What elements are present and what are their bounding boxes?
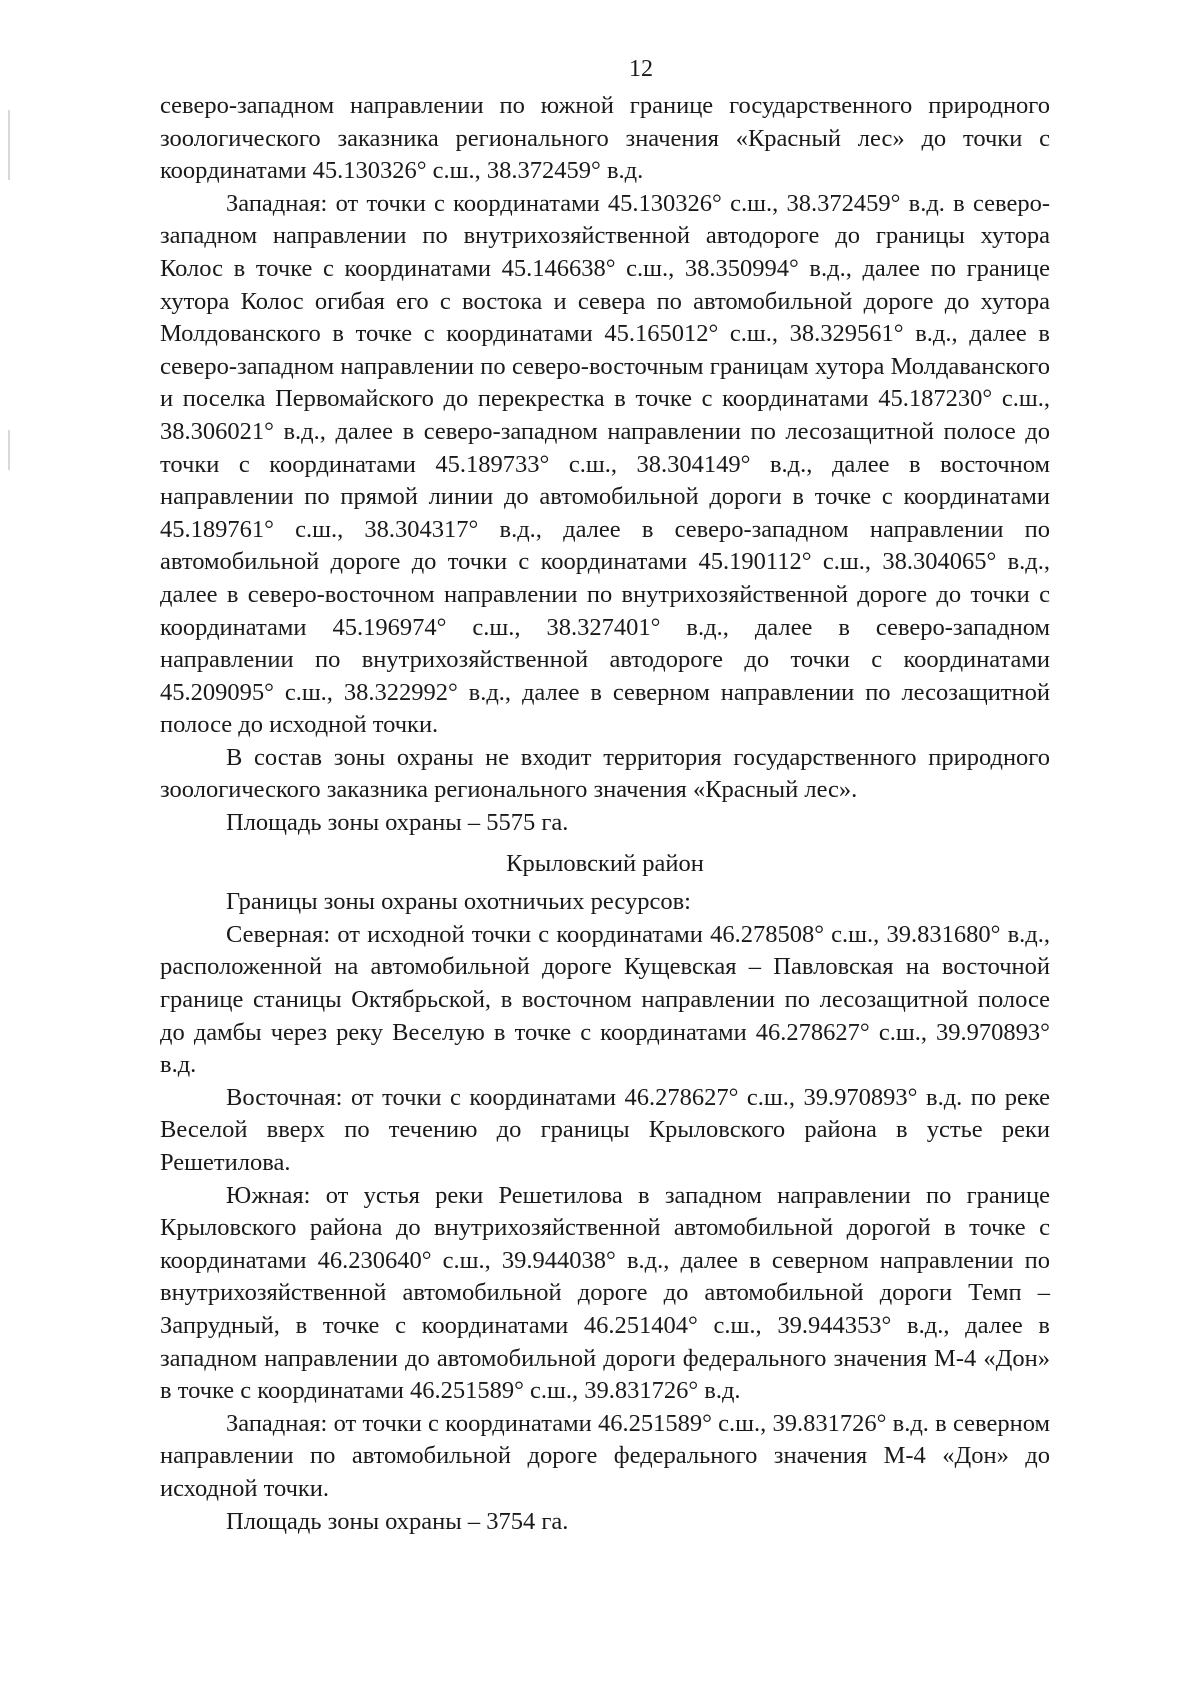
section-heading: Крыловский район — [506, 849, 704, 877]
paragraph-southern-boundary: Южная: от устья реки Решетилова в западном направлении по границе Крыловского района до внутрихозяйственной автомобильной дорогой в точке с координатами 46.230640° с.ш., 39.944038° в.д., далее в северном направлении по внутрихозяйственной автомобильной дороге до автомобильной дороги Темп – Запрудный, в точке с координатами 46.251404° с.ш., 39.944353° в.д., далее в западном направлении до автомобильной дороги федерального значения М-4 «Дон» в точке с координатами 46.251589° с.ш., 39.831726° в.д. — [160, 1181, 1050, 1405]
scan-margin-mark — [8, 430, 10, 470]
paragraph-continuation: северо-западном направлении по южной границе государственного природного зоологического заказника регионального значения «Красный лес» до точки с координатами 45.130326° с.ш., 38.372459° в.д. — [160, 92, 1050, 185]
paragraph-exclusion: В состав зоны охраны не входит территория государственного природного зоологического заказника регионального значения «Красный лес». — [160, 743, 1050, 804]
paragraph-eastern-boundary: Восточная: от точки с координатами 46.278627° с.ш., 39.970893° в.д. по реке Веселой вверх по течению до границы Крыловского района в устье реки Решетилова. — [160, 1083, 1050, 1176]
paragraph-area: Площадь зоны охраны – 5575 га. — [226, 809, 569, 837]
document-body — [160, 90, 1050, 1538]
paragraph-borders-intro: Границы зоны охраны охотничьих ресурсов: — [226, 888, 691, 916]
page-number: 12 — [629, 56, 653, 82]
paragraph-area-2: Площадь зоны охраны – 3754 га. — [226, 1507, 569, 1535]
paragraph-northern-boundary: Северная: от исходной точки с координатами 46.278508° с.ш., 39.831680° в.д., расположенной на автомобильной дороге Кущевская – Павловская на восточной границе станицы Октябрьской, в восточном направлении по лесозащитной полосе до дамбы через реку Веселую в точке с координатами 46.278627° с.ш., 39.970893° в.д. — [160, 920, 1050, 1079]
scan-margin-mark — [8, 110, 10, 180]
paragraph-western-boundary: Западная: от точки с координатами 45.130326° с.ш., 38.372459° в.д. в северо-западном направлении по внутрихозяйственной автодороге до границы хутора Колос в точке с координатами 45.146638° с.ш., 38.350994° в.д., далее по границе хутора Колос огибая его с востока и севера по автомобильной дороге до хутора Молдованского в точке с координатами 45.165012° с.ш., 38.329561° в.д., далее в северо-западном направлении по северо-восточным границам хутора Молдаванского и поселка Первомайского до перекрестка в точке с координатами 45.187230° с.ш., 38.306021° в.д., далее в северо-западном направлении по лесозащитной полосе до точки с координатами 45.189733° с.ш., 38.304149° в.д., далее в восточном направлении по прямой линии до автомобильной дороги в точке с координатами 45.189761° с.ш., 38.304317° в.д., далее в северо-западном направлении по автомобильной дороге до точки с координатами 45.190112° с.ш., 38.304065° в.д., далее в северо-восточном направлении по внутрихозяйственной дороге до точки с координатами 45.196974° с.ш., 38.327401° в.д., далее в северо-западном направлении по внутрихозяйственной автодороге до точки с координатами 45.209095° с.ш., 38.322992° в.д., далее в северном направлении по лесозащитной полосе до исходной точки. — [160, 189, 1050, 739]
paragraph-western-boundary-2: Западная: от точки с координатами 46.251589° с.ш., 39.831726° в.д. в северном направлении по автомобильной дороге федерального значения М-4 «Дон» до исходной точки. — [160, 1409, 1050, 1502]
